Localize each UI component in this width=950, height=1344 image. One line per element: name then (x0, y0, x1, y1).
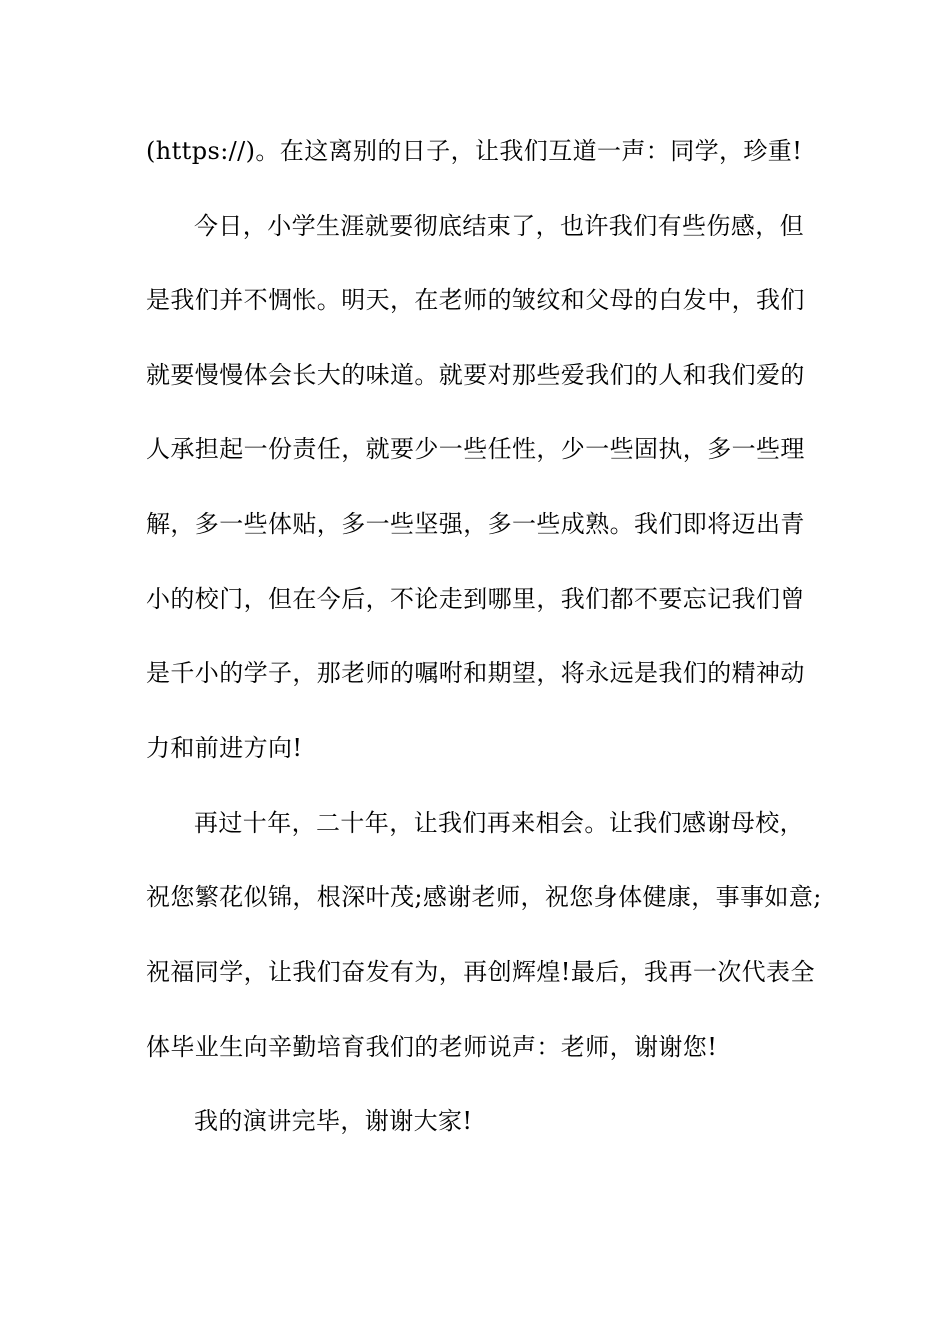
text-line-6: 解，多一些体贴，多一些坚强，多一些成熟。我们即将迈出青 (146, 510, 805, 538)
text-line-7: 小的校门，但在今后，不论走到哪里，我们都不要忘记我们曾 (146, 585, 805, 613)
text-line-3: 是我们并不惆怅。明天，在老师的皱纹和父母的白发中，我们 (146, 286, 805, 314)
text-line-9: 力和前进方向! (146, 734, 303, 762)
text-line-4: 就要慢慢体会长大的味道。就要对那些爱我们的人和我们爱的 (146, 361, 805, 389)
text-line-12: 祝福同学，让我们奋发有为，再创辉煌!最后，我再一次代表全 (146, 958, 815, 986)
text-line-1: (https://)。在这离别的日子，让我们互道一声：同学，珍重! (146, 137, 803, 165)
text-line-5: 人承担起一份责任，就要少一些任性，少一些固执，多一些理 (146, 435, 805, 463)
text-line-13: 体毕业生向辛勤培育我们的老师说声：老师，谢谢您! (146, 1033, 718, 1061)
text-line-8: 是千小的学子，那老师的嘱咐和期望，将永远是我们的精神动 (146, 659, 805, 687)
text-line-14: 我的演讲完毕，谢谢大家! (194, 1107, 473, 1135)
text-line-10: 再过十年，二十年，让我们再来相会。让我们感谢母校， (194, 809, 804, 837)
text-line-2: 今日，小学生涯就要彻底结束了，也许我们有些伤感，但 (194, 212, 804, 240)
text-line-11: 祝您繁花似锦，根深叶茂;感谢老师，祝您身体健康，事事如意; (146, 883, 822, 911)
